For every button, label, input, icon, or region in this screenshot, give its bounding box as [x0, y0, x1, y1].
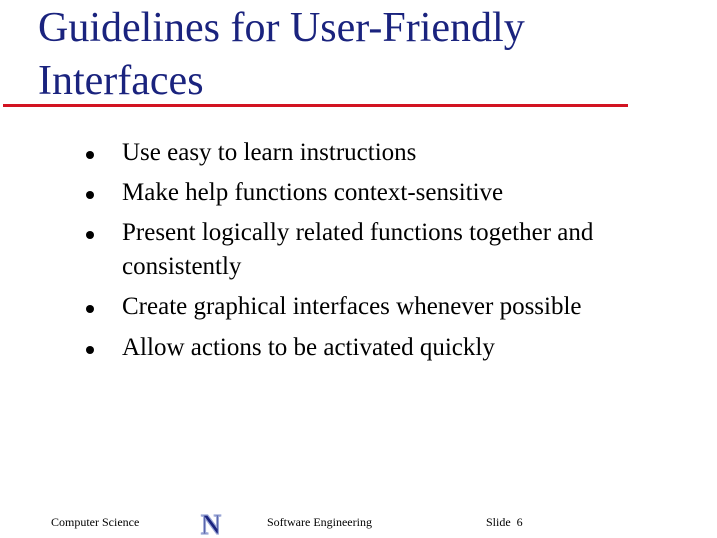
bullet-dot-icon: [86, 191, 94, 199]
bullet-text: Allow actions to be activated quickly: [122, 334, 495, 361]
bullet-dot-icon: [86, 151, 94, 159]
footer-course: Software Engineering: [267, 515, 372, 529]
footer-department: Computer Science: [51, 515, 140, 529]
logo-letter: N: [200, 510, 222, 537]
bullet-text: Present logically related functions together and consistently: [122, 219, 594, 280]
bullet-text: Make help functions context-sensitive: [122, 179, 504, 206]
slide-number: 6: [516, 515, 523, 529]
bullet-text: Use easy to learn instructions: [122, 139, 417, 166]
bullet-text: Create graphical interfaces whenever possible: [122, 293, 582, 320]
bullet-dot-icon: [86, 231, 94, 239]
bullet-dot-icon: [86, 305, 94, 313]
slide-title: Guidelines for User-Friendly Interfaces: [38, 5, 525, 104]
footer-slide-number: [486, 514, 523, 530]
slide-label: Slide: [486, 515, 511, 529]
bullet-dot-icon: [86, 346, 94, 354]
university-logo-icon: [194, 510, 228, 537]
